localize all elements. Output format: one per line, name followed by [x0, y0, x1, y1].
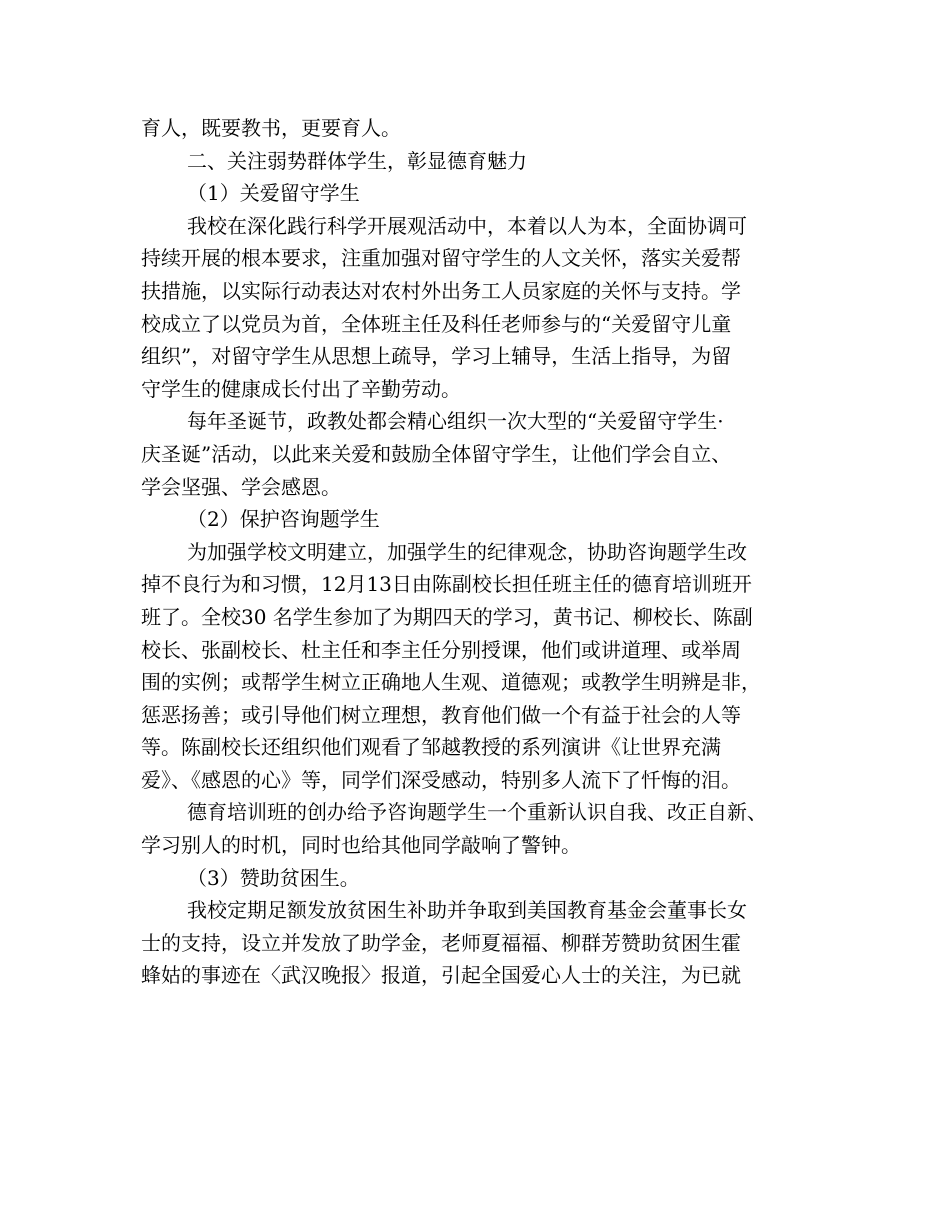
text-line: 学习别人的时机，同时也给其他同学敲响了警钟。: [141, 833, 581, 858]
text-line: 等。陈副校长还组织他们观看了邹越教授的系列演讲《让世界充满: [141, 735, 721, 760]
text-line: 庆圣诞”活动，以此来关爱和鼓励全体留守学生，让他们学会自立、: [141, 441, 732, 466]
subsection-heading: （3）赞助贫困生。: [187, 865, 360, 890]
subsection-heading: （1）关爱留守学生: [187, 181, 360, 206]
text-line: 为加强学校文明建立，加强学生的纪律观念，协助咨询题学生改: [187, 539, 747, 564]
text-line: 校成立了以党员为首，全体班主任及科任老师参与的“关爱留守儿童: [141, 311, 732, 336]
text-line: 惩恶扬善；或引导他们树立理想，教育他们做一个有益于社会的人等: [141, 702, 741, 727]
text-line: 学会坚强、学会感恩。: [141, 474, 341, 499]
text-line: 我校在深化践行科学开展观活动中，本着以人为本，全面协调可: [187, 213, 747, 238]
section-heading: 二、关注弱势群体学生，彰显德育魅力: [187, 148, 527, 173]
text-line: 每年圣诞节，政教处都会精心组织一次大型的“关爱留守学生·: [187, 409, 724, 434]
text-line: 扶措施，以实际行动表达对农村外出务工人员家庭的关怀与支持。学: [141, 278, 741, 303]
text-line: 持续开展的根本要求，注重加强对留守学生的人文关怀，落实关爱帮: [141, 246, 741, 271]
text-line: 士的支持，设立并发放了助学金，老师夏福福、柳群芳赞助贫困生霍: [141, 930, 741, 955]
text-line: 组织”，对留守学生从思想上疏导，学习上辅导，生活上指导，为留: [141, 344, 732, 369]
document-body: [141, 112, 841, 992]
text-line: 班了。全校30 名学生参加了为期四天的学习，黄书记、柳校长、陈副: [141, 604, 753, 629]
text-line: 爱》、《感恩的心》等，同学们深受感动，特别多人流下了忏悔的泪。: [141, 767, 741, 792]
text-line: 德育培训班的创办给予咨询题学生一个重新认识自我、改正自新、: [187, 800, 767, 825]
text-line: 校长、张副校长、杜主任和李主任分别授课，他们或讲道理、或举周: [141, 637, 741, 662]
text-line: 育人，既要教书，更要育人。: [141, 116, 401, 140]
text-line: 我校定期足额发放贫困生补助并争取到美国教育基金会董事长女: [187, 898, 747, 923]
text-line: 蜂姑的事迹在〈武汉晚报〉报道，引起全国爱心人士的关注，为已就: [141, 963, 741, 988]
text-line: 守学生的健康成长付出了辛勤劳动。: [141, 376, 461, 401]
subsection-heading: （2）保护咨询题学生: [187, 507, 380, 532]
text-line: 掉不良行为和习惯，12月13日由陈副校长担任班主任的德育培训班开: [141, 572, 752, 597]
text-line: 围的实例；或帮学生树立正确地人生观、道德观；或教学生明辨是非，: [141, 670, 761, 695]
